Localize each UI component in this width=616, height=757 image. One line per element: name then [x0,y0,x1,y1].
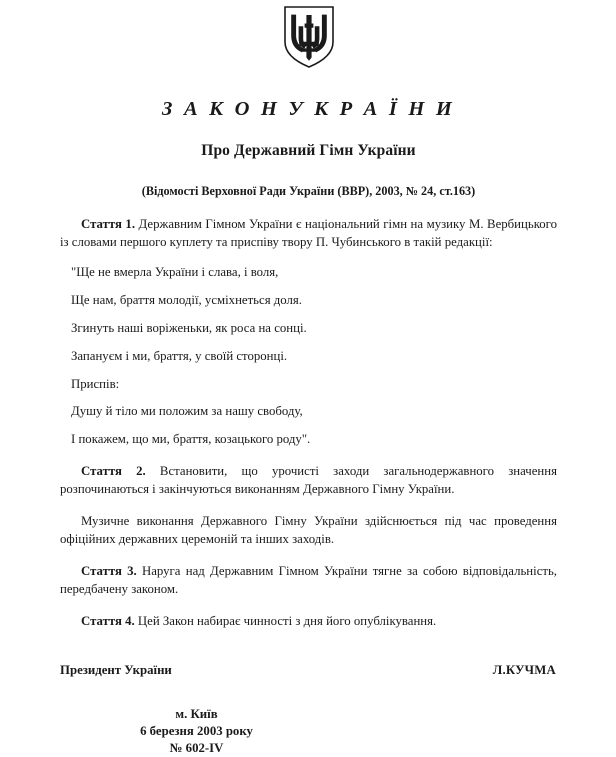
article-label: Стаття 3. [81,564,137,579]
article-text: Наруга над Державним Гімном України тягне за собою відповідальність, передбачену законом. [60,564,558,597]
article-paragraph [60,512,557,548]
anthem-line: Запануєм і ми, браття, у своїй сторонці. [71,348,288,363]
signatory-name: Л.КУЧМА [492,662,556,677]
article-label: Стаття 4. [81,614,135,629]
anthem-line: "Ще не вмерла України і слава, і воля, [71,265,279,280]
anthem-line: Ще нам, браття молодії, усміхнеться доля. [71,292,302,307]
article-text: Встановити, що урочисті заходи загальнодержавного значення розпочинаються і закінчуються виконанням Державного Гімну України. [60,463,557,496]
official-citation: (Відомості Верховної Ради України (ВВР), 2003, № 24, ст.163) [141,184,476,199]
footer-place: м. Київ [175,706,218,721]
signature-block [60,663,557,678]
article-text: Державним Гімном України є національний гімн на музику М. Вербицького із словами першого куплету та приспіву твору П. Чубинського в такій редакції: [60,216,557,249]
anthem-verse-block [60,265,557,447]
anthem-chorus-label: Приспів: [71,376,120,391]
article-paragraph [60,612,557,630]
anthem-line: Згинуть наші воріженьки, як роса на сонці. [71,320,307,335]
coat-of-arms-container [60,0,557,68]
article-label: Стаття 1. [81,216,136,231]
article-paragraph [60,215,557,251]
anthem-line: Душу й тіло ми положим за нашу свободу, [71,404,303,419]
page-subtitle: Про Державний Гімн України [201,141,416,159]
document-footer [89,706,304,757]
article-label: Стаття 2. [81,463,146,478]
anthem-line: І покажем, що ми, браття, козацького роду". [71,432,311,447]
footer-number: № 602-IV [169,741,224,756]
ukraine-trident-coat-of-arms-icon [283,6,335,68]
page-title: З А К О Н У К Р А Ї Н И [162,98,455,120]
article-paragraph [60,562,557,598]
article-text: Музичне виконання Державного Гімну України здійснюється під час проведення офіційних державних церемоній та інших заходів. [60,513,557,547]
signatory-role: Президент України [60,662,172,677]
article-paragraph [60,462,557,498]
footer-date: 6 березня 2003 року [140,723,253,738]
article-text: Цей Закон набирає чинності з дня його опублікування. [134,614,437,629]
